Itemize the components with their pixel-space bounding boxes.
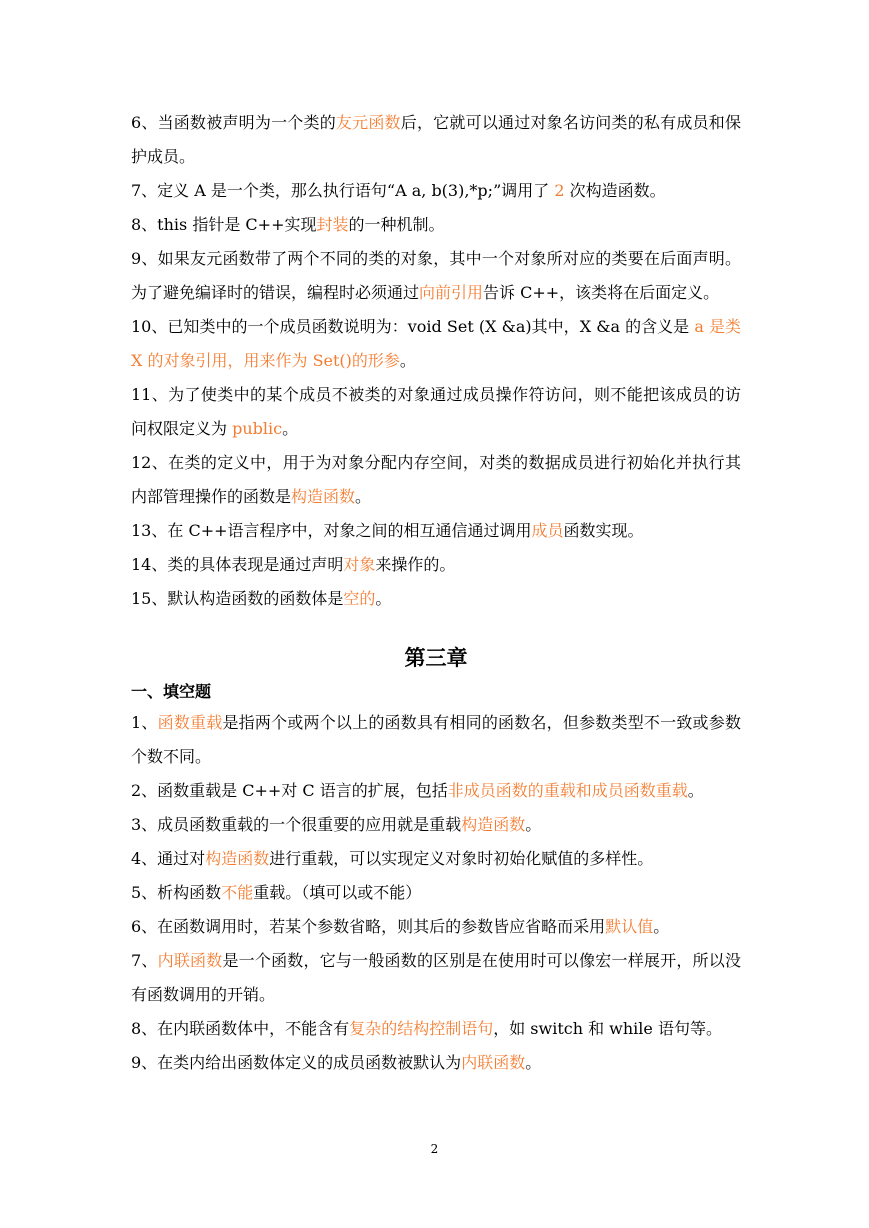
answer-text: 封装: [316, 215, 349, 234]
answer-text: 内联函数: [461, 1053, 526, 1072]
question-item: [131, 582, 741, 616]
question-text: 进行重载，可以实现定义对象时初始化赋值的多样性。: [269, 849, 654, 868]
question-item: [131, 174, 741, 208]
question-item: [131, 842, 741, 876]
question-item: [131, 242, 741, 310]
answer-text: public: [232, 419, 283, 438]
question-text: 后，它就可以通过对象名访问类的私有成员和保护成员。: [131, 113, 741, 166]
question-text: 7、定义 A 是一个类，那么执行语句“A a, b(3),*p;”调用了: [131, 181, 555, 200]
question-text: 11、为了使类中的某个成员不被类的对象通过成员操作符访问，则不能把该成员的访问权限定义为: [131, 385, 741, 438]
question-text: 是一个函数，它与一般函数的区别是在使用时可以像宏一样展开，所以没有函数调用的开销。: [131, 951, 741, 1004]
question-text: 2、函数重载是 C++对 C 语言的扩展，包括: [131, 781, 448, 800]
question-text: 6、当函数被声明为一个类的: [131, 113, 336, 132]
question-text: 5、析构函数: [131, 883, 222, 902]
question-text: 。: [525, 815, 542, 834]
question-text: 。: [653, 917, 670, 936]
question-text: 次构造函数。: [564, 181, 666, 200]
question-item: [131, 514, 741, 548]
answer-text: 友元函数: [335, 113, 401, 132]
question-text: 。: [282, 419, 299, 438]
question-text: 9、如果友元函数带了两个不同的类的对象，其中一个对象所对应的类要在后面声明。为了避免编译时的错误，编程时必须通过: [131, 249, 741, 302]
question-text: 是指两个或两个以上的函数具有相同的函数名，但参数类型不一致或参数个数不同。: [131, 713, 741, 766]
question-list-chapter3: [131, 706, 741, 1080]
question-item: [131, 208, 741, 242]
question-text: 来操作的。: [375, 555, 456, 574]
question-text: 。: [525, 1053, 542, 1072]
question-text: 4、通过对: [131, 849, 206, 868]
question-text: 。: [399, 351, 416, 370]
answer-text: 构造函数: [205, 849, 270, 868]
question-item: [131, 446, 741, 514]
question-text: 1、: [131, 713, 158, 732]
question-item: [131, 106, 741, 174]
question-text: 6、在函数调用时，若某个参数省略，则其后的参数皆应省略而采用: [131, 917, 606, 936]
answer-text: 非成员函数的重载和成员函数重载: [447, 781, 688, 800]
answer-text: 构造函数: [291, 487, 356, 506]
question-text: 重载。（填可以或不能）: [253, 883, 422, 902]
answer-text: 内联函数: [157, 951, 223, 970]
question-item: [131, 706, 741, 774]
question-text: 告诉 C++，该类将在后面定义。: [483, 283, 720, 302]
question-text: 15、默认构造函数的函数体是: [131, 589, 344, 608]
chapter-title: 第三章: [404, 646, 468, 670]
question-text: 的一种机制。: [348, 215, 445, 234]
question-item: [131, 876, 741, 910]
answer-text: 不能: [221, 883, 254, 902]
answer-text: 向前引用: [419, 283, 484, 302]
answer-text: 默认值: [605, 917, 654, 936]
question-item: [131, 944, 741, 1012]
section-title: 一、填空题: [131, 682, 212, 701]
question-text: 8、this 指针是 C++实现: [131, 215, 317, 234]
question-text: 9、在类内给出函数体定义的成员函数被默认为: [131, 1053, 462, 1072]
question-item: [131, 774, 741, 808]
answer-text: 函数重载: [157, 713, 223, 732]
question-text: 。: [355, 487, 372, 506]
question-text: ，如 switch 和 while 语句等。: [493, 1019, 722, 1038]
question-text: 10、已知类中的一个成员函数说明为：void Set (X &a)其中，X &a 的含义是: [131, 317, 695, 336]
question-text: 13、在 C++语言程序中，对象之间的相互通信通过调用: [131, 521, 532, 540]
answer-text: 成员: [531, 521, 564, 540]
page-number: 2: [430, 1142, 439, 1156]
answer-text: 空的: [343, 589, 376, 608]
question-item: [131, 378, 741, 446]
page-content: [131, 106, 741, 1080]
question-text: 7、: [131, 951, 158, 970]
question-text: 。: [687, 781, 704, 800]
question-text: 12、在类的定义中，用于为对象分配内存空间，对类的数据成员进行初始化并执行其内部管理操作的函数是: [131, 453, 741, 506]
answer-text: 复杂的结构控制语句: [349, 1019, 494, 1038]
answer-text: 构造函数: [461, 815, 526, 834]
question-list-top: [131, 106, 741, 616]
question-text: 8、在内联函数体中，不能含有: [131, 1019, 350, 1038]
question-item: [131, 1046, 741, 1080]
question-text: 14、类的具体表现是通过声明: [131, 555, 344, 574]
question-item: [131, 548, 741, 582]
question-text: 函数实现。: [563, 521, 644, 540]
answer-text: 对象: [343, 555, 376, 574]
question-text: 3、成员函数重载的一个很重要的应用就是重载: [131, 815, 462, 834]
question-item: [131, 1012, 741, 1046]
answer-text: a 是类 X 的对象引用，用来作为 Set()的形参: [131, 317, 741, 370]
question-text: 。: [375, 589, 392, 608]
question-item: [131, 310, 741, 378]
answer-text: 2: [554, 181, 565, 200]
question-item: [131, 808, 741, 842]
question-item: [131, 910, 741, 944]
